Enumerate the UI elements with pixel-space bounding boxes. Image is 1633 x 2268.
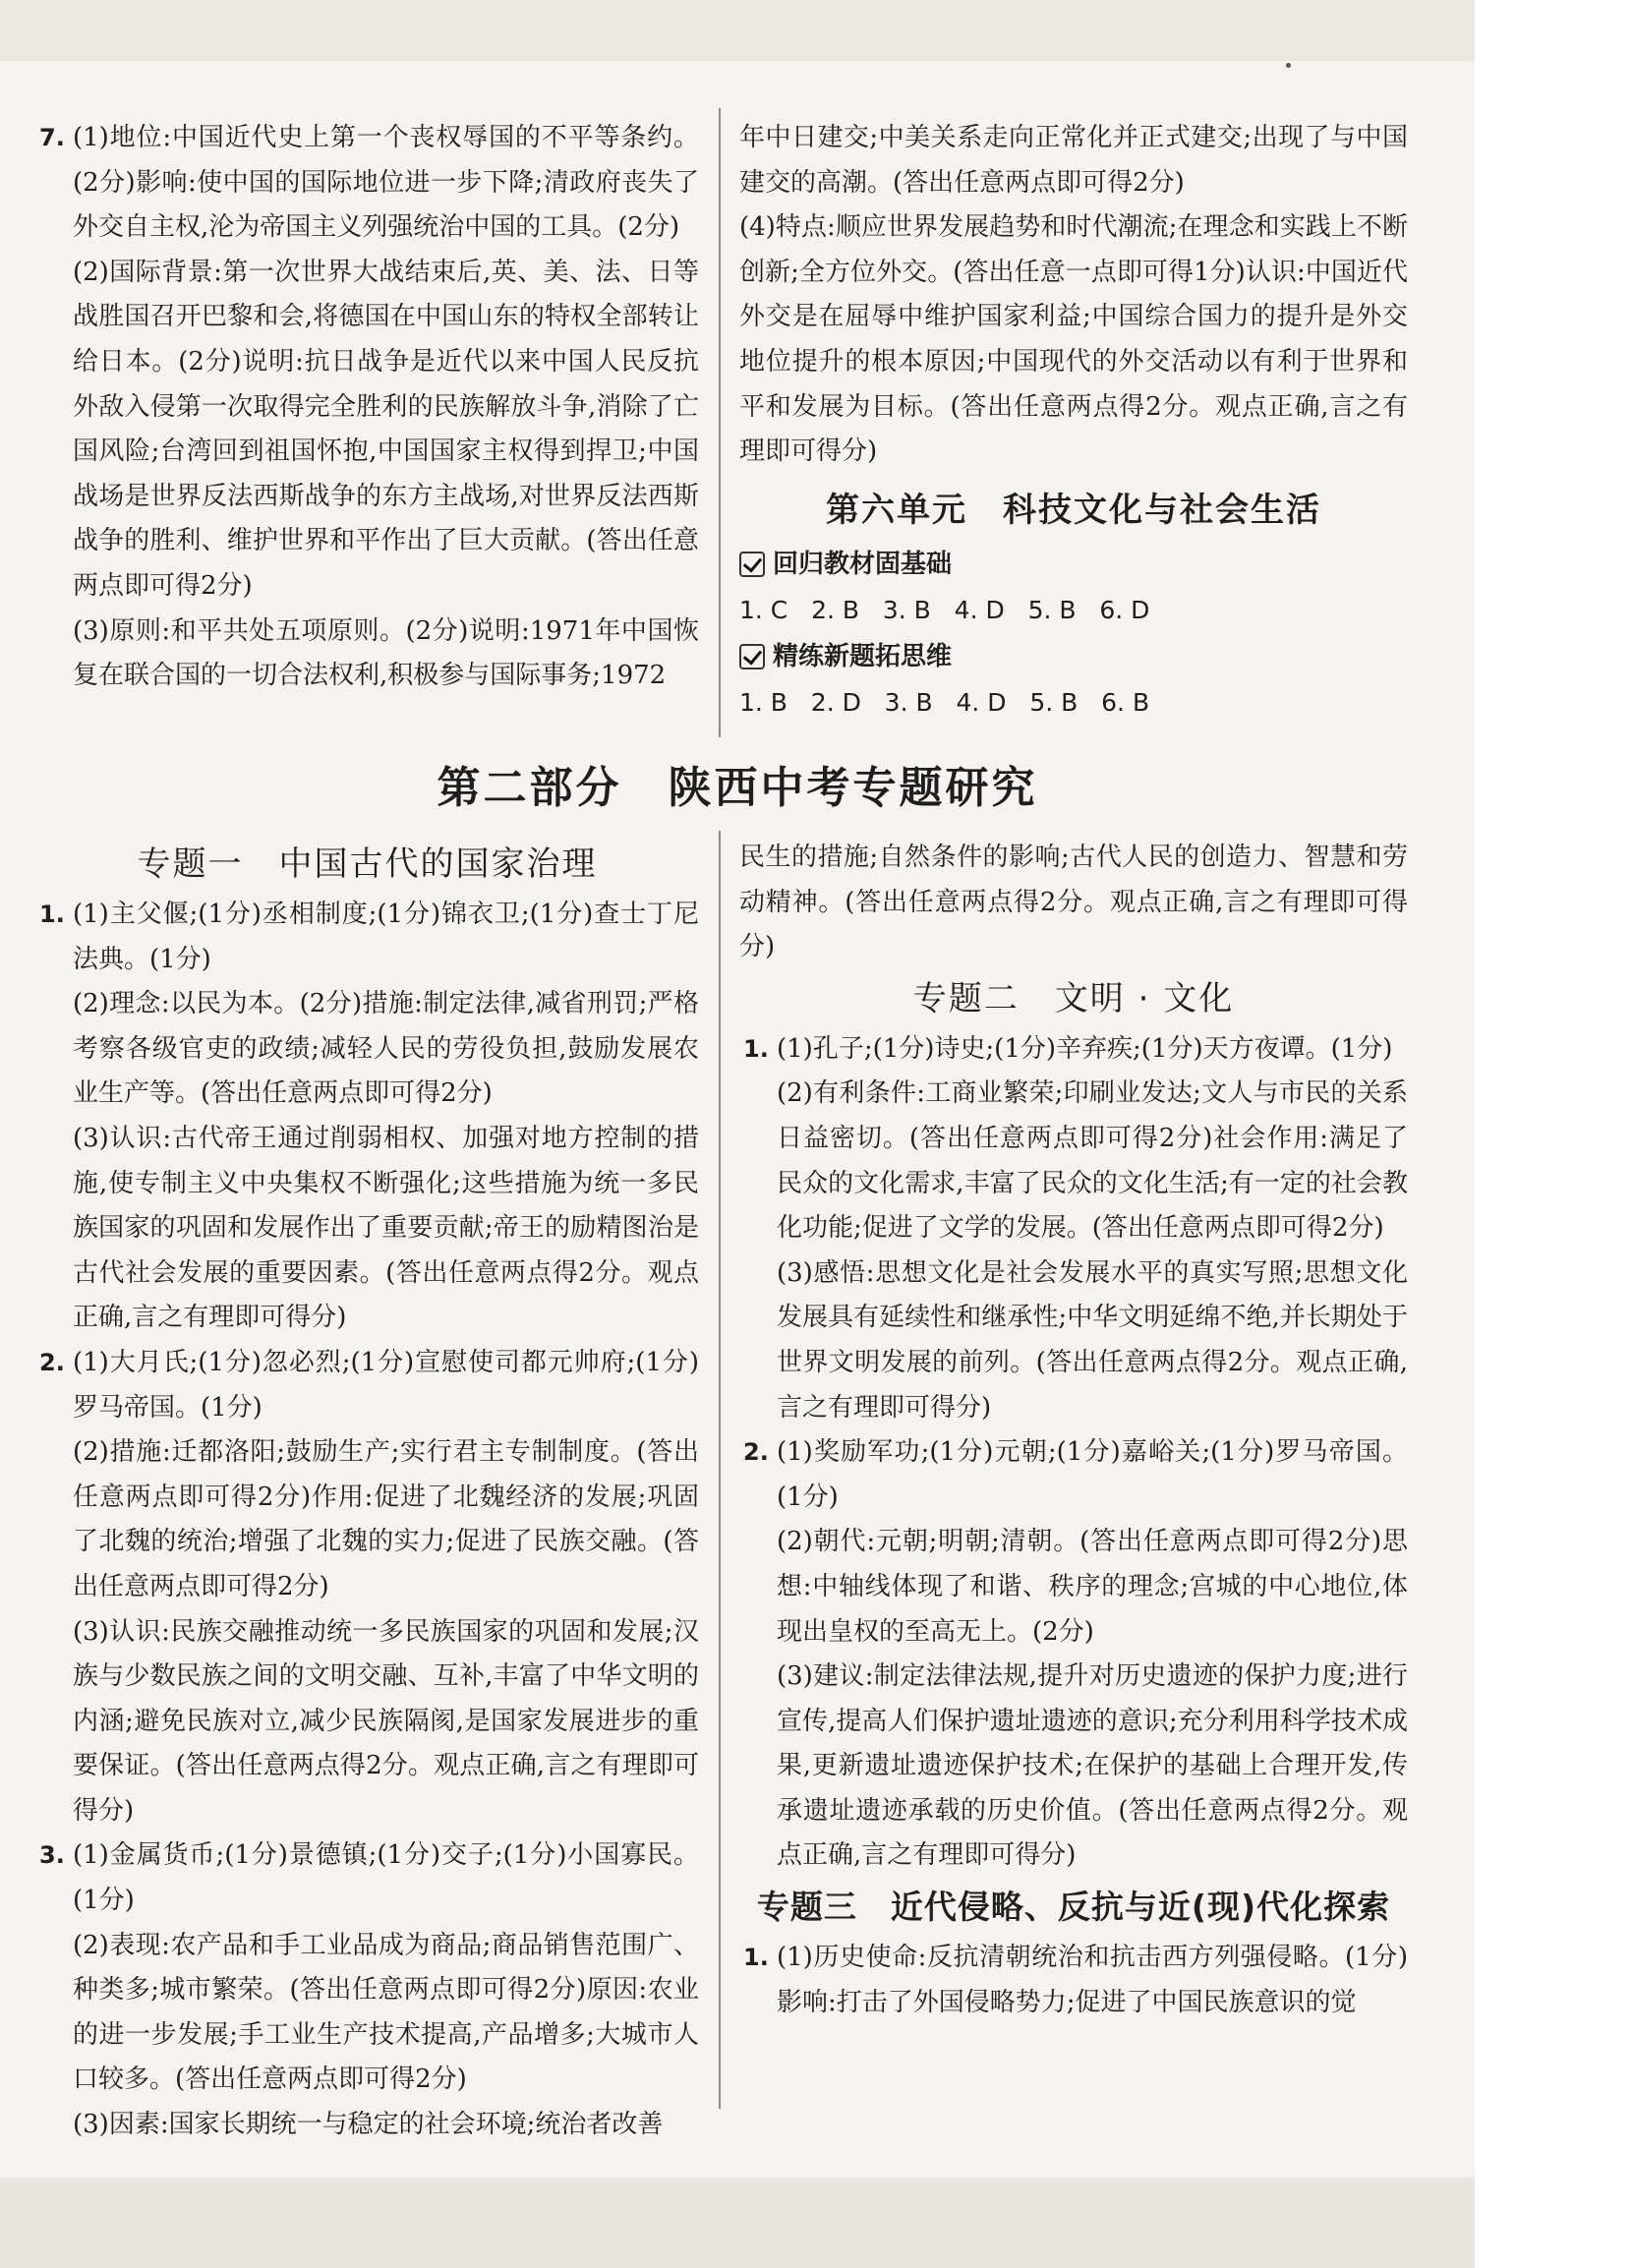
top-scan-band xyxy=(0,0,1475,61)
answer-part-1: (1)孔子;(1分)诗史;(1分)辛弃疾;(1分)天方夜谭。(1分) xyxy=(777,1033,1393,1064)
page-margin xyxy=(1475,0,1633,2268)
column-a xyxy=(35,116,699,699)
question-7 xyxy=(35,116,699,699)
column-divider-bottom xyxy=(719,831,721,2109)
answer-key-basics: 1. C 2. B 3. B 4. D 5. B 6. D xyxy=(739,595,1150,624)
question-number: 2. xyxy=(743,1438,769,1467)
answer-part-3: (3)认识:民族交融推动统一多民族国家的巩固和发展;汉族与少数民族之间的文明交融、互补,丰富了中华文明的内涵;避免民族对立,减少民族隔阂,是国家发展进步的重要保证。(答出任意两点得2分。观点正确,言之有理即可得分) xyxy=(73,1616,699,1826)
answer-part-1: (1)历史使命:反抗清朝统治和抗击西方列强侵略。(1分)影响:打击了外国侵略势力;促进了中国民族意识的觉 xyxy=(777,1943,1408,2017)
question-3 xyxy=(35,1833,699,2147)
question-number: 1. xyxy=(743,1034,769,1063)
column-divider-top xyxy=(719,108,721,737)
question-number: 2. xyxy=(39,1348,65,1376)
answer-key-practice: 1. B 2. D 3. B 4. D 5. B 6. B xyxy=(739,687,1150,717)
answer-continuation: 年中日建交;中美关系走向正常化并正式建交;出现了与中国建交的高潮。(答出任意两点即可得2分) xyxy=(739,123,1408,198)
answer-part-1: (1)金属货币;(1分)景德镇;(1分)交子;(1分)小国寡民。(1分) xyxy=(73,1840,699,1916)
question-number: 3. xyxy=(39,1841,65,1870)
answer-part-3: (3)感悟:思想文化是社会发展水平的真实写照;思想文化发展具有延续性和继承性;中华文明延绵不绝,并长期处于世界文明发展的前列。(答出任意两点得2分。观点正确,言之有理即可得分) xyxy=(777,1257,1408,1423)
answer-part-1: (1)地位:中国近代史上第一个丧权辱国的不平等条约。(2分)影响:使中国的国际地位进一步下降;清政府丧失了外交自主权,沦为帝国主义列强统治中国的工具。(2分) xyxy=(73,123,699,243)
section-heading-basics xyxy=(739,542,1408,587)
question-number: 1. xyxy=(743,1944,769,1972)
question-1 xyxy=(35,893,699,1341)
topic-title-2: 专题二 文明 · 文化 xyxy=(912,978,1235,1018)
column-b xyxy=(739,116,1408,727)
answer-part-4: (4)特点:顺应世界发展趋势和时代潮流;在理念和实践上不断创新;全方位外交。(答出任意一点即可得1分)认识:中国近代外交是在屈辱中维护国家利益;中国综合国力的提升是外交地位提升的根本原因;中国现代的外交活动以有利于世界和平和发展为目标。(答出任意两点得2分。观点正确,言之有理即可得分) xyxy=(739,212,1408,467)
question-1-topic-3 xyxy=(739,1936,1408,2025)
part-title: 第二部分 陕西中考专题研究 xyxy=(437,763,1038,813)
topic-title-1: 专题一 中国古代的国家治理 xyxy=(137,844,598,884)
unit-title: 第六单元 科技文化与社会生活 xyxy=(826,490,1321,530)
answer-part-1: (1)大月氏;(1分)忽必烈;(1分)宣慰使司都元帅府;(1分)罗马帝国。(1分) xyxy=(73,1347,699,1423)
bottom-scan-band xyxy=(0,2178,1475,2268)
answer-part-2: (2)朝代:元朝;明朝;清朝。(答出任意两点即可得2分)思想:中轴线体现了和谐、秩序的理念;宫城的中心地位,体现出皇权的至高无上。(2分) xyxy=(777,1527,1408,1647)
section-label: 回归教材固基础 xyxy=(773,549,953,579)
column-c xyxy=(35,836,699,2148)
answer-part-3: (3)原则:和平共处五项原则。(2分)说明:1971年中国恢复在联合国的一切合法权利,积极参与国际事务;1972 xyxy=(73,615,699,691)
question-2 xyxy=(35,1341,699,1834)
question-1 xyxy=(739,1027,1408,1430)
checkmark-icon xyxy=(739,644,765,669)
question-number: 7. xyxy=(39,124,65,151)
topic-title-3: 专题三 近代侵略、反抗与近(现)代化探索 xyxy=(756,1888,1391,1927)
answer-part-2: (2)理念:以民为本。(2分)措施:制定法律,减省刑罚;严格考察各级官吏的政绩;减轻人民的劳役负担,鼓励发展农业生产等。(答出任意两点即可得2分) xyxy=(73,989,699,1109)
answer-part-1: (1)奖励军功;(1分)元朝;(1分)嘉峪关;(1分)罗马帝国。(1分) xyxy=(777,1437,1408,1512)
checkmark-icon xyxy=(739,552,765,577)
answer-part-1: (1)主父偃;(1分)丞相制度;(1分)锦衣卫;(1分)查士丁尼法典。(1分) xyxy=(73,900,699,974)
answer-part-2: (2)国际背景:第一次世界大战结束后,英、美、法、日等战胜国召开巴黎和会,将德国在中国山东的特权全部转让给日本。(2分)说明:抗日战争是近代以来中国人民反抗外敌入侵第一次取得完全胜利的民族解放斗争,消除了亡国风险;台湾回到祖国怀抱,中国国家主权得到捍卫;中国战场是世界反法西斯战争的东方主战场,对世界反法西斯战争的胜利、维护世界和平作出了巨大贡献。(答出任意两点即可得2分) xyxy=(73,257,699,601)
answer-part-2: (2)措施:迁都洛阳;鼓励生产;实行君主专制制度。(答出任意两点即可得2分)作用:促进了北魏经济的发展;巩固了北魏的统治;增强了北魏的实力;促进了民族交融。(答出任意两点即可得2分) xyxy=(73,1437,699,1601)
scan-dot xyxy=(1286,63,1291,68)
question-2 xyxy=(739,1430,1408,1879)
column-d xyxy=(739,836,1408,2025)
answer-continuation: 民生的措施;自然条件的影响;古代人民的创造力、智慧和劳动精神。(答出任意两点得2分。观点正确,言之有理即可得分) xyxy=(739,843,1408,962)
answer-part-3: (3)因素:国家长期统一与稳定的社会环境;统治者改善 xyxy=(73,2110,664,2140)
answer-part-3: (3)认识:古代帝王通过削弱相权、加强对地方控制的措施,使专制主义中央集权不断强化;这些措施为统一多民族国家的巩固和发展作出了重要贡献;帝王的励精图治是古代社会发展的重要因素。(答出任意两点得2分。观点正确,言之有理即可得分) xyxy=(73,1123,699,1333)
answer-part-2: (2)表现:农产品和手工业品成为商品;商品销售范围广、种类多;城市繁荣。(答出任意两点即可得2分)原因:农业的进一步发展;手工业生产技术提高,产品增多;大城市人口较多。(答出任意两点即可得2分) xyxy=(73,1930,699,2095)
answer-part-3: (3)建议:制定法律法规,提升对历史遗迹的保护力度;进行宣传,提高人们保护遗址遗迹的意识;充分利用科学技术成果,更新遗址遗迹保护技术;在保护的基础上合理开发,传承遗址遗迹承载的历史价值。(答出任意两点得2分。观点正确,言之有理即可得分) xyxy=(777,1661,1408,1871)
question-number: 1. xyxy=(39,901,65,928)
section-label: 精练新题拓思维 xyxy=(773,641,953,671)
answer-part-2: (2)有利条件:工商业繁荣;印刷业发达;文人与市民的关系日益密切。(答出任意两点即可得2分)社会作用:满足了民众的文化需求,丰富了民众的文化生活;有一定的社会教化功能;促进了文学的发展。(答出任意两点即可得2分) xyxy=(777,1078,1408,1244)
section-heading-practice xyxy=(739,634,1408,679)
